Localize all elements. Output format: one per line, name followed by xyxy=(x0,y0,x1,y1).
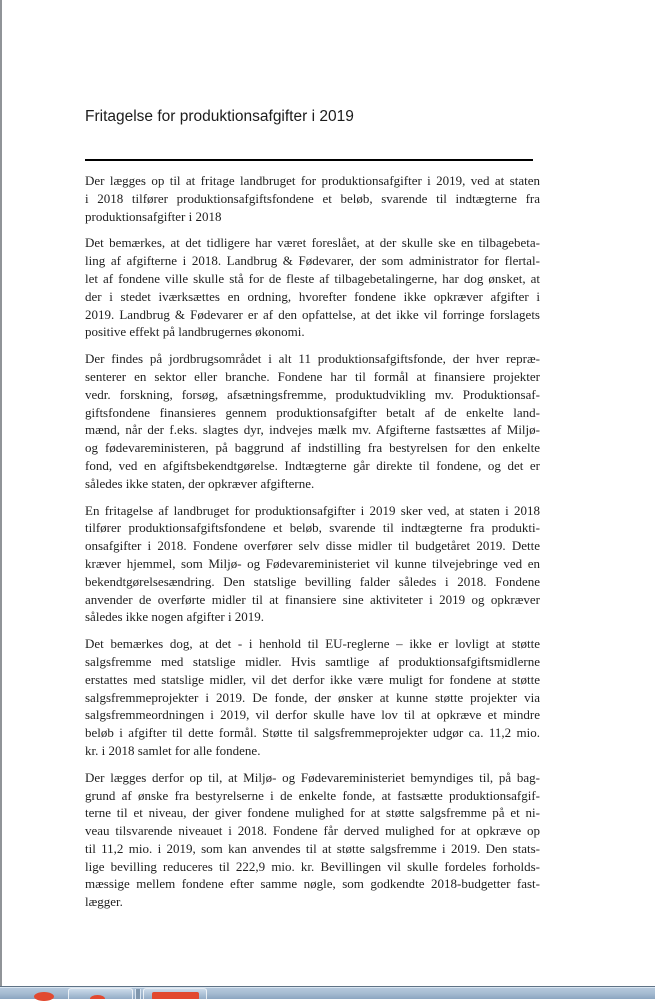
text-line: salgsfremmeprojekter i 2019. De fonde, der ønsker at kunne støtte projekter via xyxy=(85,689,540,705)
paragraph xyxy=(85,234,540,341)
paragraph xyxy=(85,635,540,760)
text-line: der i stedet iværksættes en ordning, hvorefter fondene ikke opkræver afgifter i xyxy=(85,288,540,304)
text-line: let af fondene ville skulle stå for de fleste af tilbagebetalingerne, har dog ønsket, at xyxy=(85,270,540,286)
text-line: senterer en sektor eller branche. Fondene har til formål at finansiere projekter xyxy=(85,368,540,384)
text-line: salgsfremme med statslige midler. Hvis samtlige af produktionsafgiftsmidlerne xyxy=(85,653,540,669)
window-border-left xyxy=(0,0,2,988)
text-line: mæssige mellem fondene efter samme nøgle, som godkendte 2018-budgetter fast- xyxy=(85,876,540,892)
text-line: således ikke staten, der opkræver afgifterne. xyxy=(85,475,315,491)
paragraph xyxy=(85,502,540,627)
text-line: giftsfondene finansieres gennem produktionsafgifter betalt af de enkelte land- xyxy=(85,404,540,420)
text-line: Det bemærkes dog, at det - i henhold til EU-reglerne – ikke er lovligt at støtte xyxy=(85,636,540,652)
text-line: kræver hjemmel, som Miljø- og Fødevareministeriet vil kunne tilvejebringe ved en xyxy=(85,555,540,571)
text-line: Der lægges derfor op til, at Miljø- og Fødevareministeriet bemyndiges til, på bag- xyxy=(85,769,540,785)
document-body xyxy=(85,172,540,911)
text-line: således ikke nogen afgifter i 2019. xyxy=(85,609,265,625)
red-rectangle-icon xyxy=(152,992,199,999)
text-line: positive effekt på landbrugernes økonomi. xyxy=(85,324,305,340)
text-line: kr. i 2018 samlet for alle fondene. xyxy=(85,742,261,758)
taskbar-app-button-2[interactable] xyxy=(68,988,133,999)
text-line: til 11,2 mio. i 2019, som kan anvendes til at støtte salgsfremme i 2019. Den stats- xyxy=(85,840,540,856)
paragraph xyxy=(85,769,540,911)
text-line: En fritagelse af landbruget for produktionsafgifter i 2019 sker ved, at staten i 2018 xyxy=(85,502,540,518)
text-line: grund af ønske fra bestyrelserne i de enkelte fonde, at fastsætte produktionsafgif- xyxy=(85,787,540,803)
text-line: Der findes på jordbrugsområdet i alt 11 produktionsafgiftsfonde, der hver repræ- xyxy=(85,351,540,367)
text-line: vedr. forskning, forsøg, afsætningsfremme, produktudvikling mv. Produktionsaf- xyxy=(85,386,540,402)
text-line: tilfører produktionsafgiftsfondene et beløb, svarende til indtægterne fra produkti- xyxy=(85,520,540,536)
text-line: produktionsafgifter i 2018 xyxy=(85,208,222,224)
text-line: veau tilsvarende niveauet i 2018. Fondene får derved mulighed for at opkræve op xyxy=(85,823,540,839)
paragraph xyxy=(85,350,540,492)
taskbar-app-button-3[interactable] xyxy=(143,988,207,999)
text-line: i 2018 tilfører produktionsafgiftsfondene et beløb, svarende til indtægterne fra xyxy=(85,190,540,206)
text-line: lægger. xyxy=(85,894,123,910)
text-line: og fødevareministeren, på baggrund af indstilling fra bestyrelsen for den enkelte xyxy=(85,440,540,456)
title-rule xyxy=(85,159,533,161)
text-line: mænd, når der f.eks. slagtes dyr, indvejes mælk mv. Afgifterne fastsættes af Miljø- xyxy=(85,422,540,438)
text-line: onsafgifter i 2018. Fondene overfører selv disse midler til budgetåret 2019. Dette xyxy=(85,538,540,554)
text-line: Det bemærkes, at det tidligere har været foreslået, at der skulle ske en tilbagebeta- xyxy=(85,235,540,251)
text-line: beløb i afgifter til dette formål. Støtte til salgsfremmeprojekter udgør ca. 11,2 mio. xyxy=(85,725,540,741)
text-line: anvender de overførte midler til at finansiere sine aktiviteter i 2019 og opkræver xyxy=(85,591,540,607)
text-line: erstattes med statslige midler, vil det derfor ikke være muligt for fondene at støtte xyxy=(85,671,540,687)
red-circle-icon[interactable] xyxy=(34,992,54,1001)
taskbar-divider xyxy=(135,989,141,999)
text-line: ling af afgifterne i 2018. Landbrug & Fødevarer, der som administrator for flertal- xyxy=(85,253,540,269)
document-page xyxy=(85,0,540,911)
text-line: 2019. Landbrug & Fødevarer er af den opfattelse, at det ikke vil forringe forslagets xyxy=(85,306,540,322)
taskbar xyxy=(0,986,655,999)
text-line: bekendtgørelsesændring. Den statslige bevilling falder således i 2018. Fondene xyxy=(85,573,540,589)
text-line: lige bevilling reduceres til 222,9 mio. kr. Bevillingen vil skulle fordeles forholds- xyxy=(85,858,540,874)
red-circle-icon xyxy=(90,995,105,999)
text-line: salgsfremmeordningen i 2019, vil derfor skulle have lov til at opkræve et mindre xyxy=(85,707,540,723)
paragraph xyxy=(85,172,540,225)
page-title: Fritagelse for produktionsafgifter i 2019 xyxy=(85,108,354,125)
text-line: Der lægges op til at fritage landbruget for produktionsafgifter i 2019, ved at staten xyxy=(85,173,540,188)
text-line: terne til et niveau, der giver fondene mulighed for at støtte salgsfremme på et ni- xyxy=(85,805,540,821)
text-line: fond, ved en afgiftsbekendtgørelse. Indtægterne går direkte til fondene, og det er xyxy=(85,457,540,473)
